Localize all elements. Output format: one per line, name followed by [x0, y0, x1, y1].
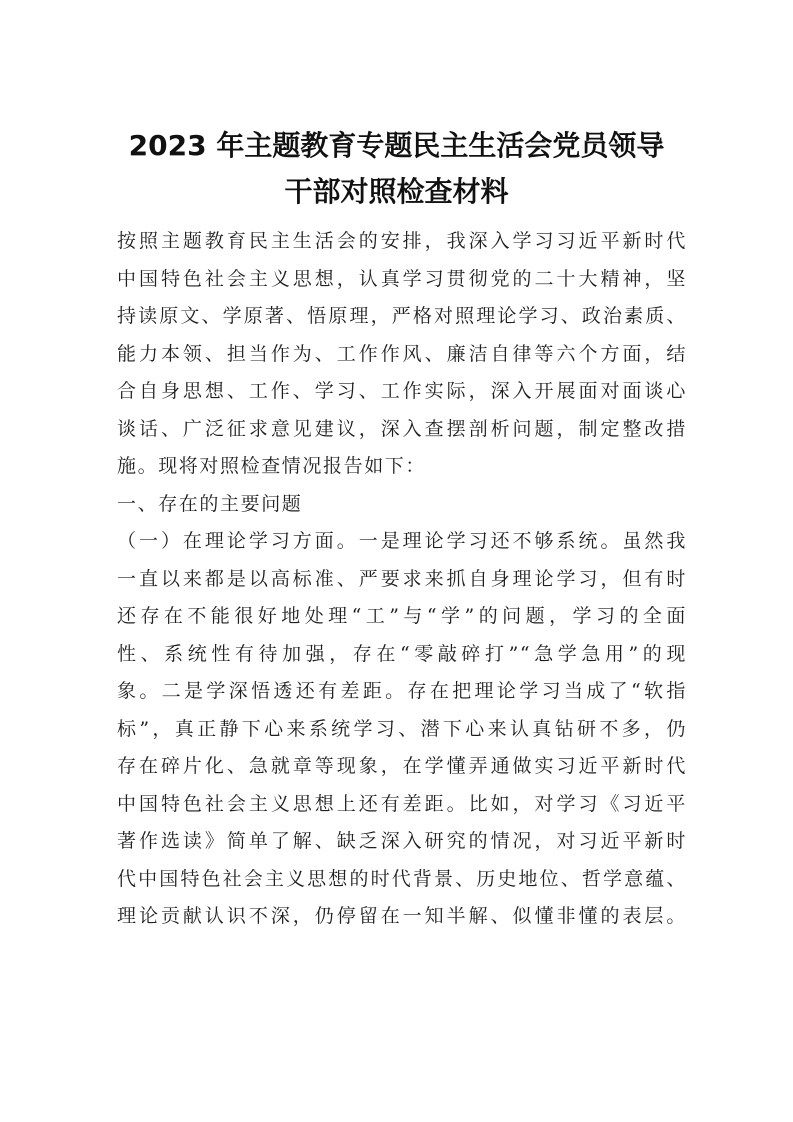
section-heading: 一、存在的主要问题: [117, 492, 303, 515]
body-line: 理论贡献认识不深，仍停留在一知半解、似懂非懂的表层。: [117, 905, 687, 927]
body-line: 一直以来都是以高标准、严要求来抓自身理论学习，但有时: [117, 567, 687, 590]
body-line: 施。现将对照检查情况报告如下：: [117, 455, 427, 477]
body-line: 谈话、广泛征求意见建议，深入查摆剖析问题，制定整改措: [117, 417, 687, 440]
body-line: 按照主题教育民主生活会的安排，我深入学习习近平新时代: [117, 230, 687, 252]
document-title-line-1: 2023 年主题教育专题民主生活会党员领导: [128, 129, 665, 162]
body-line: 象。二是学深悟透还有差距。存在把理论学习当成了“软指: [117, 680, 687, 702]
document-body: [117, 223, 687, 936]
body-line: 著作选读》简单了解、缺乏深入研究的情况，对习近平新时: [117, 830, 687, 852]
body-line: （一）在理论学习方面。一是理论学习还不够系统。虽然我: [117, 530, 687, 552]
body-line: 还存在不能很好地处理“工”与“学”的问题，学习的全面: [117, 605, 687, 627]
body-line: 存在碎片化、急就章等现象，在学懂弄通做实习近平新时代: [117, 755, 687, 777]
document-title-line-2: 干部对照检查材料: [284, 175, 509, 208]
body-line: 标”，真正静下心来系统学习、潜下心来认真钻研不多，仍: [117, 717, 687, 740]
body-line: 代中国特色社会主义思想的时代背景、历史地位、哲学意蕴、: [117, 867, 687, 890]
body-line: 中国特色社会主义思想上还有差距。比如，对学习《习近平: [117, 792, 687, 815]
body-line: 能力本领、担当作为、工作作风、廉洁自律等六个方面，结: [117, 342, 687, 365]
body-line: 性、系统性有待加强，存在“零敲碎打”“急学急用”的现: [117, 642, 687, 665]
body-line: 中国特色社会主义思想，认真学习贯彻党的二十大精神，坚: [117, 267, 687, 290]
body-line: 持读原文、学原著、悟原理，严格对照理论学习、政治素质、: [117, 305, 687, 327]
body-line: 合自身思想、工作、学习、工作实际，深入开展面对面谈心: [117, 380, 687, 402]
